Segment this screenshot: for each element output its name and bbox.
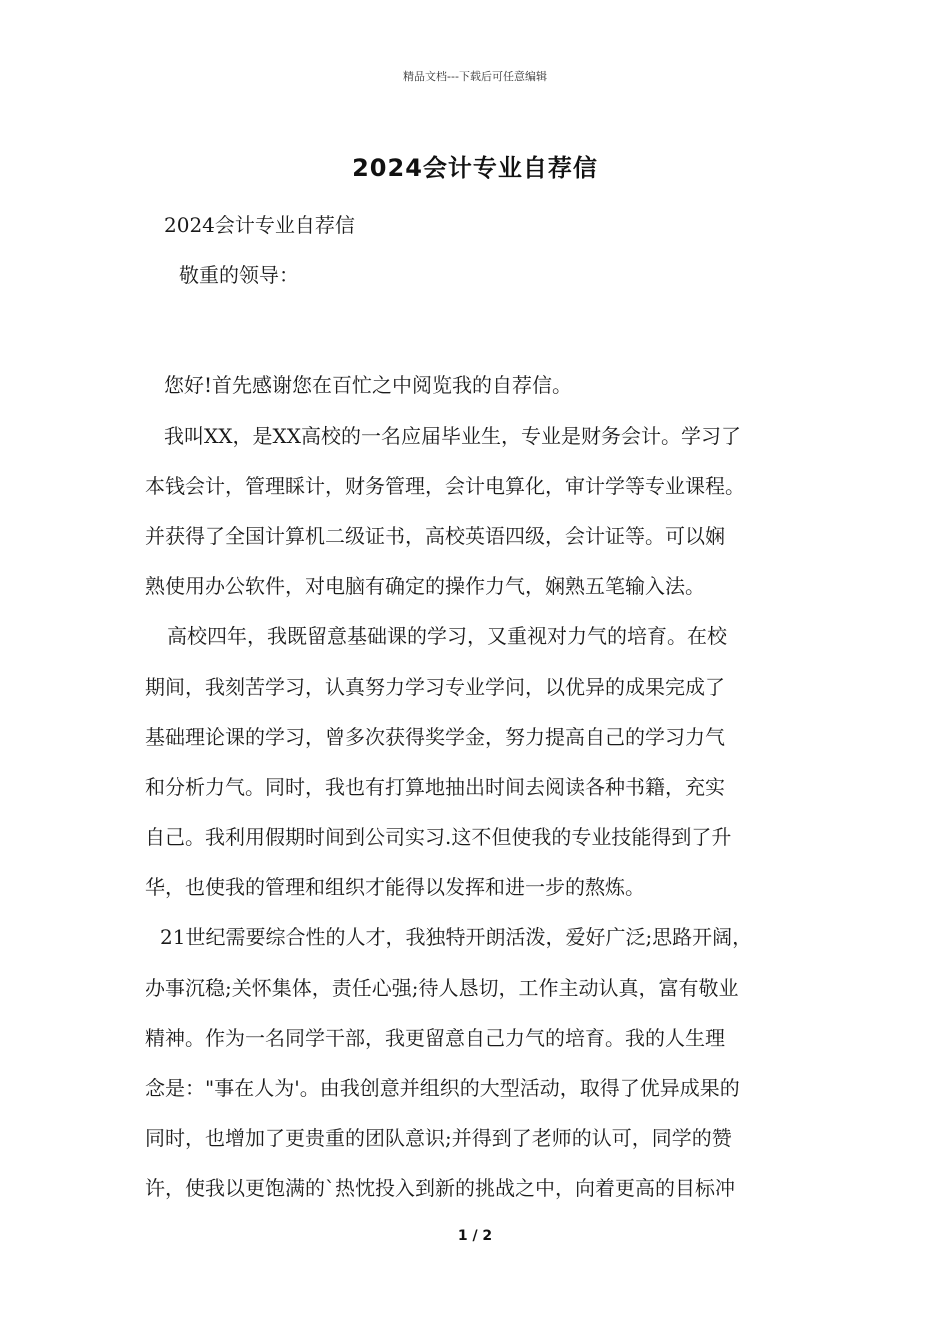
paragraph-greeting <box>145 360 820 410</box>
letter-subtitle: 2024会计专业自荐信 <box>164 213 355 237</box>
paragraph-line: 基础理论课的学习，曾多次获得奖学金，努力提高自己的学习力气 <box>145 724 725 749</box>
paragraph-university <box>145 611 820 912</box>
header-note: 精品文档---下载后可任意编辑 <box>403 70 547 83</box>
paragraph-line: 精神。作为一名同学干部，我更留意自己力气的培育。我的人生理 <box>145 1025 725 1050</box>
paragraph-line: 许，使我以更饱满的`热忱投入到新的挑战之中，向着更高的目标冲 <box>145 1176 735 1201</box>
paragraph-line: 和分析力气。同时，我也有打算地抽出时间去阅读各种书籍，充实 <box>145 774 725 799</box>
paragraph-line: 办事沉稳;关怀集体，责任心强;待人恳切，工作主动认真，富有敬业 <box>145 975 739 1000</box>
paragraph-line: 本钱会计，管理睬计，财务管理，会计电算化，审计学等专业课程。 <box>145 473 745 498</box>
paragraph-line: 期间，我刻苦学习，认真努力学习专业学问，以优异的成果完成了 <box>145 674 725 699</box>
page-number: 1 / 2 <box>457 1228 493 1244</box>
paragraph-line: 自己。我利用假期时间到公司实习.这不但使我的专业技能得到了升 <box>145 825 732 850</box>
paragraph-line: 并获得了全国计算机二级证书，高校英语四级，会计证等。可以娴 <box>145 523 725 548</box>
letter-salutation: 敬重的领导： <box>179 263 299 288</box>
paragraph-line: 我叫XX，是XX高校的一名应届毕业生，专业是财务会计。学习了 <box>164 423 741 448</box>
paragraph-line: 同时，也增加了更贵重的团队意识;并得到了老师的认可，同学的赞 <box>145 1126 732 1151</box>
paragraph-line: 熟使用办公软件，对电脑有确定的操作力气，娴熟五笔输入法。 <box>145 574 705 599</box>
paragraph-line: 高校四年，我既留意基础课的学习，又重视对力气的培育。在校 <box>167 624 727 649</box>
paragraph-line: 您好!首先感谢您在百忙之中阅览我的自荐信。 <box>164 373 573 398</box>
paragraph-line: 念是："事在人为'。由我创意并组织的大型活动，取得了优异成果的 <box>145 1076 740 1100</box>
letter-body <box>145 200 820 1214</box>
paragraph-line: 华，也使我的管理和组织才能得以发挥和进一步的熬炼。 <box>145 875 645 900</box>
paragraph-line: 21世纪需要综合性的人才，我独特开朗活泼，爱好广泛;思路开阔， <box>160 925 753 950</box>
paragraph-introduction <box>145 411 820 612</box>
document-title: 2024会计专业自荐信 <box>352 154 598 182</box>
paragraph-personality <box>145 912 820 1213</box>
blank-space <box>145 300 820 360</box>
